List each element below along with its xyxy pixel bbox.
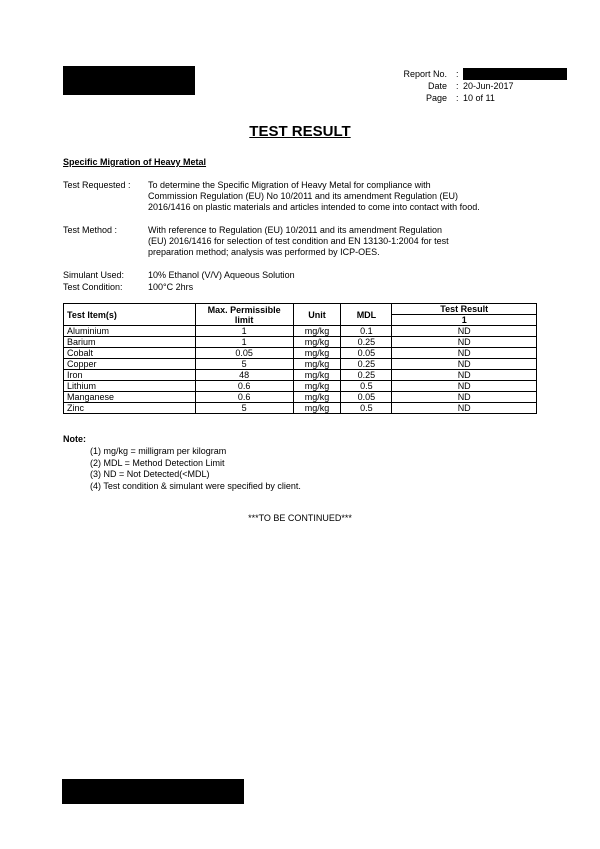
test-method-text (148, 225, 528, 258)
report-no-colon: : (456, 69, 459, 79)
cell-limit: 5 (195, 403, 293, 414)
cell-mdl: 0.5 (341, 381, 392, 392)
cell-item: Copper (64, 359, 196, 370)
note-item: (2) MDL = Method Detection Limit (90, 458, 225, 468)
table-row (64, 370, 537, 381)
table-row (64, 403, 537, 414)
table-row (64, 337, 537, 348)
page-title: TEST RESULT (249, 123, 351, 140)
cell-result: ND (392, 326, 537, 337)
page-colon: : (456, 93, 459, 103)
note-item: (3) ND = Not Detected(<MDL) (90, 469, 210, 479)
cell-limit: 48 (195, 370, 293, 381)
cell-unit: mg/kg (293, 370, 341, 381)
cell-mdl: 0.05 (341, 348, 392, 359)
cell-mdl: 0.25 (341, 337, 392, 348)
table-row (64, 381, 537, 392)
cell-item: Zinc (64, 403, 196, 414)
section-title: Specific Migration of Heavy Metal (63, 157, 207, 167)
note-title: Note: (63, 434, 86, 444)
cell-item: Cobalt (64, 348, 196, 359)
header-test-result: Test Result (392, 304, 537, 315)
table-header-row (64, 304, 537, 315)
cell-item: Barium (64, 337, 196, 348)
cell-unit: mg/kg (293, 348, 341, 359)
cell-limit: 1 (195, 326, 293, 337)
cell-limit: 5 (195, 359, 293, 370)
table-row (64, 392, 537, 403)
header-unit: Unit (293, 304, 341, 326)
redacted-report-number (463, 68, 567, 80)
cell-unit: mg/kg (293, 403, 341, 414)
cell-result: ND (392, 337, 537, 348)
header-test-item: Test Item(s) (64, 304, 196, 326)
cell-limit: 0.6 (195, 381, 293, 392)
cell-limit: 0.05 (195, 348, 293, 359)
cell-mdl: 0.25 (341, 370, 392, 381)
cell-unit: mg/kg (293, 337, 341, 348)
cell-mdl: 0.5 (341, 403, 392, 414)
text-line: To determine the Specific Migration of Heavy Metal for compliance with (148, 180, 431, 190)
cell-unit: mg/kg (293, 326, 341, 337)
cell-result: ND (392, 370, 537, 381)
note-item: (1) mg/kg = milligram per kilogram (90, 446, 227, 456)
note-item: (4) Test condition & simulant were specified by client. (90, 481, 301, 491)
cell-item: Iron (64, 370, 196, 381)
cell-mdl: 0.05 (341, 392, 392, 403)
cell-item: Lithium (64, 381, 196, 392)
table-row (64, 326, 537, 337)
header-test-result-sample: 1 (392, 315, 537, 326)
cell-result: ND (392, 348, 537, 359)
cell-result: ND (392, 403, 537, 414)
cell-unit: mg/kg (293, 359, 341, 370)
redacted-footer-block (62, 779, 244, 804)
cell-result: ND (392, 381, 537, 392)
date-label: Date (427, 81, 447, 91)
redacted-logo-block (63, 66, 195, 95)
text-line: 2016/1416 on plastic materials and articles intended to come into contact with food. (148, 202, 480, 212)
cell-unit: mg/kg (293, 381, 341, 392)
cell-mdl: 0.25 (341, 359, 392, 370)
simulant-value: 10% Ethanol (V/V) Aqueous Solution (148, 270, 295, 280)
cell-mdl: 0.1 (341, 326, 392, 337)
cell-result: ND (392, 392, 537, 403)
table-row (64, 359, 537, 370)
condition-label: Test Condition: (63, 282, 123, 292)
header-mdl: MDL (341, 304, 392, 326)
text-line: (EU) 2016/1416 for selection of test condition and EN 13130-1:2004 for test (148, 236, 449, 246)
cell-limit: 1 (195, 337, 293, 348)
date-colon: : (456, 81, 459, 91)
text-line: With reference to Regulation (EU) 10/2011 and its amendment Regulation (148, 225, 442, 235)
date-value: 20-Jun-2017 (463, 81, 514, 91)
test-requested-label: Test Requested : (63, 180, 131, 190)
continued-marker: ***TO BE CONTINUED*** (248, 513, 352, 523)
test-method-label: Test Method : (63, 225, 118, 235)
cell-unit: mg/kg (293, 392, 341, 403)
page-value: 10 of 11 (463, 93, 495, 103)
table-row (64, 348, 537, 359)
test-requested-text (148, 180, 528, 213)
cell-item: Aluminium (64, 326, 196, 337)
simulant-label: Simulant Used: (63, 270, 125, 280)
text-line: preparation method; analysis was performed by ICP-OES. (148, 247, 380, 257)
cell-result: ND (392, 359, 537, 370)
header-max-limit: Max. Permissible limit (195, 304, 293, 326)
cell-item: Manganese (64, 392, 196, 403)
condition-value: 100°C 2hrs (148, 282, 194, 292)
results-table (63, 303, 537, 414)
page-label: Page (425, 93, 447, 103)
report-no-label: Report No. (403, 69, 447, 79)
cell-limit: 0.6 (195, 392, 293, 403)
text-line: Commission Regulation (EU) No 10/2011 and its amendment Regulation (EU) (148, 191, 458, 201)
